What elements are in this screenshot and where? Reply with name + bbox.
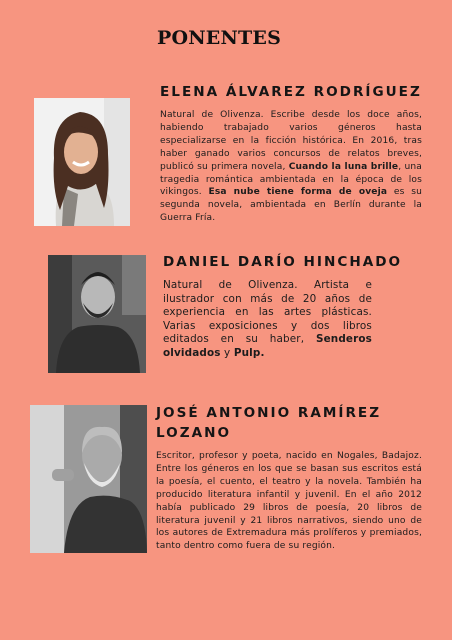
speaker-photo-elena (34, 98, 130, 226)
speaker-bio-elena (160, 109, 422, 225)
speaker-bio-jose (156, 450, 422, 553)
speaker-photo-jose (30, 405, 147, 553)
bio-text: y (220, 346, 234, 359)
bio-text: Natural de Olivenza. Escribe desde los doce años, habiendo trabajado varios géneros hasta especializarse en la ficción histórica. En 2016, tras haber ganado varios concursos de relatos breves, publicó su primera novela, (160, 110, 422, 172)
bio-book-title: Senderos olvidados (163, 333, 372, 359)
bio-text: Natural de Olivenza. Artista e ilustrador con más de 20 años de experiencia en las artes plásticas. Varias exposiciones y dos libros editados en su haber, (163, 279, 372, 346)
speaker-photo-daniel (48, 255, 146, 373)
speaker-name-jose: JOSÉ ANTONIO RAMÍREZ LOZANO (156, 405, 382, 441)
speaker-name-daniel: DANIEL DARÍO HINCHADO (163, 254, 403, 270)
bio-text: es su segunda novela, ambientada en Berlín durante la Guerra Fría. (160, 187, 422, 224)
page-title: PONENTES (157, 27, 281, 49)
bio-book-title: Cuando la luna brille (288, 161, 399, 172)
speaker-bio-daniel (163, 279, 372, 361)
bio-book-title: Esa nube tiene forma de oveja (208, 187, 388, 198)
bio-text: , una tragedia romántica ambientada en la época de los vikingos. (160, 161, 423, 198)
bio-text: Escritor, profesor y poeta, nacido en Nogales, Badajoz. Entre los géneros en los que se basan sus escritos está la poesía, el cuento, el teatro y la novela. También ha producido literatura infantil y juvenil. En el año 2012 había publicado 29 libros de poesía, 20 libros de literatura juvenil y 21 libros narrativos, siendo uno de los autores de Extremadura más prolíferos y premiados, tanto dentro como fuera de su región. (156, 451, 422, 552)
bio-book-title: Pulp. (233, 346, 265, 359)
speaker-name-elena: ELENA ÁLVAREZ RODRÍGUEZ (160, 84, 422, 100)
